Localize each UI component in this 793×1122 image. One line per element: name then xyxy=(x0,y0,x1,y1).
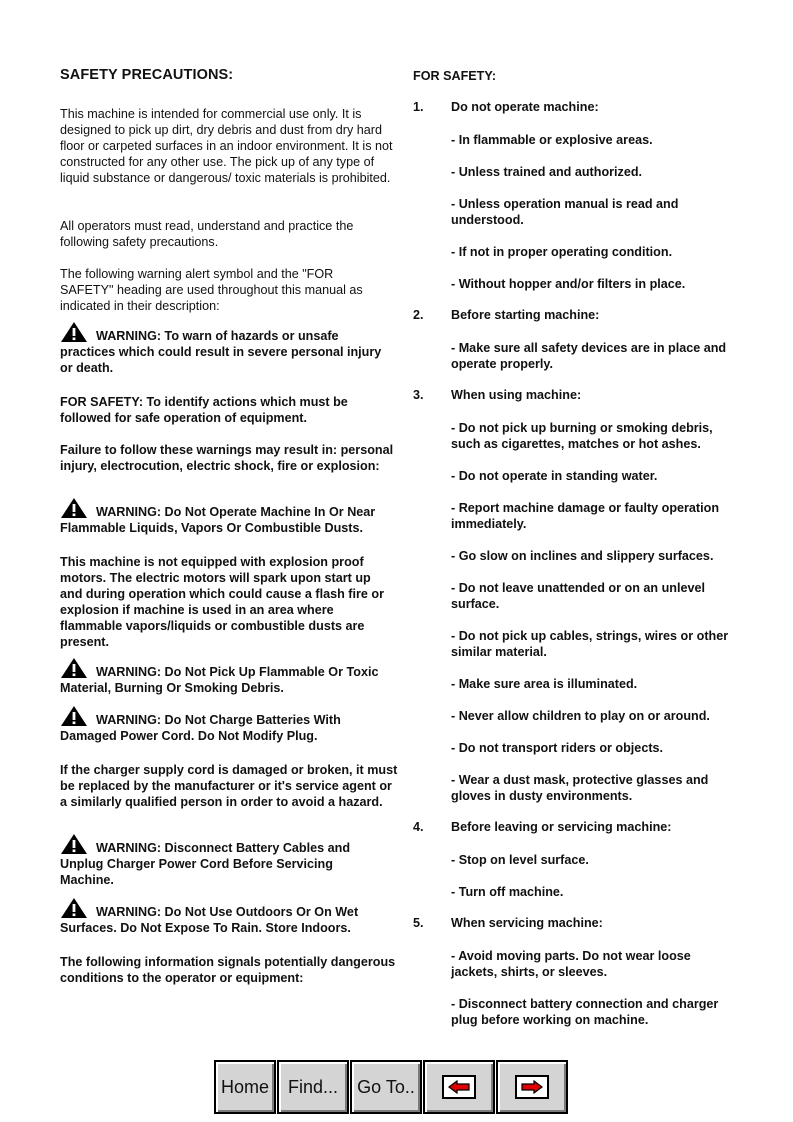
previous-page-button[interactable] xyxy=(423,1060,495,1114)
section-title: When servicing machine: xyxy=(451,916,603,930)
warning-triangle-icon xyxy=(60,897,88,919)
section-title: When using machine: xyxy=(451,388,582,402)
warning-outdoors: WARNING: Do Not Use Outdoors Or On Wet Surfaces. Do Not Expose To Rain. Store Indoors. xyxy=(60,897,380,936)
section-title: Do not operate machine: xyxy=(451,100,599,114)
list-item: - Do not transport riders or objects. xyxy=(451,741,664,755)
go-to-button[interactable]: Go To.. xyxy=(350,1060,422,1114)
warning-disconnect: WARNING: Disconnect Battery Cables and Unplug Charger Power Cord Before Servicing Machine. xyxy=(60,833,378,888)
find-button[interactable]: Find... xyxy=(277,1060,349,1114)
red-left-arrow-icon xyxy=(442,1075,476,1099)
warning-definition: WARNING: To warn of hazards or unsafe practices which could result in severe personal injury or death. xyxy=(60,321,396,376)
list-item: - Report machine damage or faulty operation immediately. xyxy=(451,501,720,531)
warning-triangle-icon xyxy=(60,657,88,679)
warning-charge: WARNING: Do Not Charge Batteries With Damaged Power Cord. Do Not Modify Plug. xyxy=(60,705,370,744)
warning-triangle-icon xyxy=(60,321,88,343)
red-right-arrow-icon xyxy=(515,1075,549,1099)
section-number: 1. xyxy=(413,100,424,114)
navigation-bar xyxy=(214,1060,568,1118)
list-item: - Wear a dust mask, protective glasses and gloves in dusty environments. xyxy=(451,773,709,803)
warning-triangle-icon xyxy=(60,705,88,727)
list-item: - Turn off machine. xyxy=(451,885,564,899)
warning-triangle-icon xyxy=(60,497,88,519)
list-item: - Never allow children to play on or around. xyxy=(451,709,710,723)
next-page-button[interactable] xyxy=(496,1060,568,1114)
charger-paragraph: If the charger supply cord is damaged or broken, it must be replaced by the manufacturer or it's service agent or a similarly qualified person in order to avoid a hazard. xyxy=(60,763,398,809)
section-number: 2. xyxy=(413,308,424,322)
list-item: - Avoid moving parts. Do not wear loose jackets, shirts, or sleeves. xyxy=(451,949,691,979)
section-title: Before leaving or servicing machine: xyxy=(451,820,672,834)
list-item: - Do not pick up cables, strings, wires or other similar material. xyxy=(451,629,729,659)
explosion-paragraph: This machine is not equipped with explosion proof motors. The electric motors will spark upon start up and during operation which could cause a flash fire or explosion if machine is used in an area where flammable vapors/liquids or combustible dusts are present. xyxy=(60,555,384,649)
for-safety-heading: FOR SAFETY: xyxy=(413,69,497,83)
section-number: 4. xyxy=(413,820,424,834)
list-item: - In flammable or explosive areas. xyxy=(451,133,653,147)
symbol-note-paragraph: The following warning alert symbol and the "FOR SAFETY" heading are used throughout this manual as indicated in their description: xyxy=(60,267,363,313)
warning-flammable: WARNING: Do Not Operate Machine In Or Near Flammable Liquids, Vapors Or Combustible Dusts. xyxy=(60,497,396,536)
list-item: - Without hopper and/or filters in place. xyxy=(451,277,686,291)
list-item: - Unless operation manual is read and understood. xyxy=(451,197,679,227)
list-item: - If not in proper operating condition. xyxy=(451,245,673,259)
list-item: - Do not pick up burning or smoking debris, such as cigarettes, matches or hot ashes. xyxy=(451,421,713,451)
page-title: SAFETY PRECAUTIONS: xyxy=(60,67,234,83)
for-safety-definition: FOR SAFETY: To identify actions which must be followed for safe operation of equipment. xyxy=(60,395,348,425)
list-item: - Unless trained and authorized. xyxy=(451,165,643,179)
list-item: - Go slow on inclines and slippery surfaces. xyxy=(451,549,714,563)
list-item: - Make sure all safety devices are in place and operate properly. xyxy=(451,341,727,371)
home-button[interactable]: Home xyxy=(214,1060,276,1114)
intro-paragraph: This machine is intended for commercial use only. It is designed to pick up dirt, dry debris and dust from dry hard floor or carpeted surfaces in an indoor environment. It is not constructed for any other use. The pick up of any type of liquid substance or dangerous/ toxic materials is prohibited. xyxy=(60,107,393,185)
signals-paragraph: The following information signals potentially dangerous conditions to the operator or equipment: xyxy=(60,955,396,985)
warning-pickup: WARNING: Do Not Pick Up Flammable Or Toxic Material, Burning Or Smoking Debris. xyxy=(60,657,400,696)
warning-triangle-icon xyxy=(60,833,88,855)
failure-paragraph: Failure to follow these warnings may result in: personal injury, electrocution, electric shock, fire or explosion: xyxy=(60,443,394,473)
section-number: 3. xyxy=(413,388,424,402)
list-item: - Do not leave unattended or on an unlevel surface. xyxy=(451,581,706,611)
list-item: - Do not operate in standing water. xyxy=(451,469,658,483)
section-title: Before starting machine: xyxy=(451,308,600,322)
section-number: 5. xyxy=(413,916,424,930)
list-item: - Stop on level surface. xyxy=(451,853,589,867)
list-item: - Disconnect battery connection and charger plug before working on machine. xyxy=(451,997,719,1027)
operators-paragraph: All operators must read, understand and practice the following safety precautions. xyxy=(60,219,354,249)
list-item: - Make sure area is illuminated. xyxy=(451,677,638,691)
